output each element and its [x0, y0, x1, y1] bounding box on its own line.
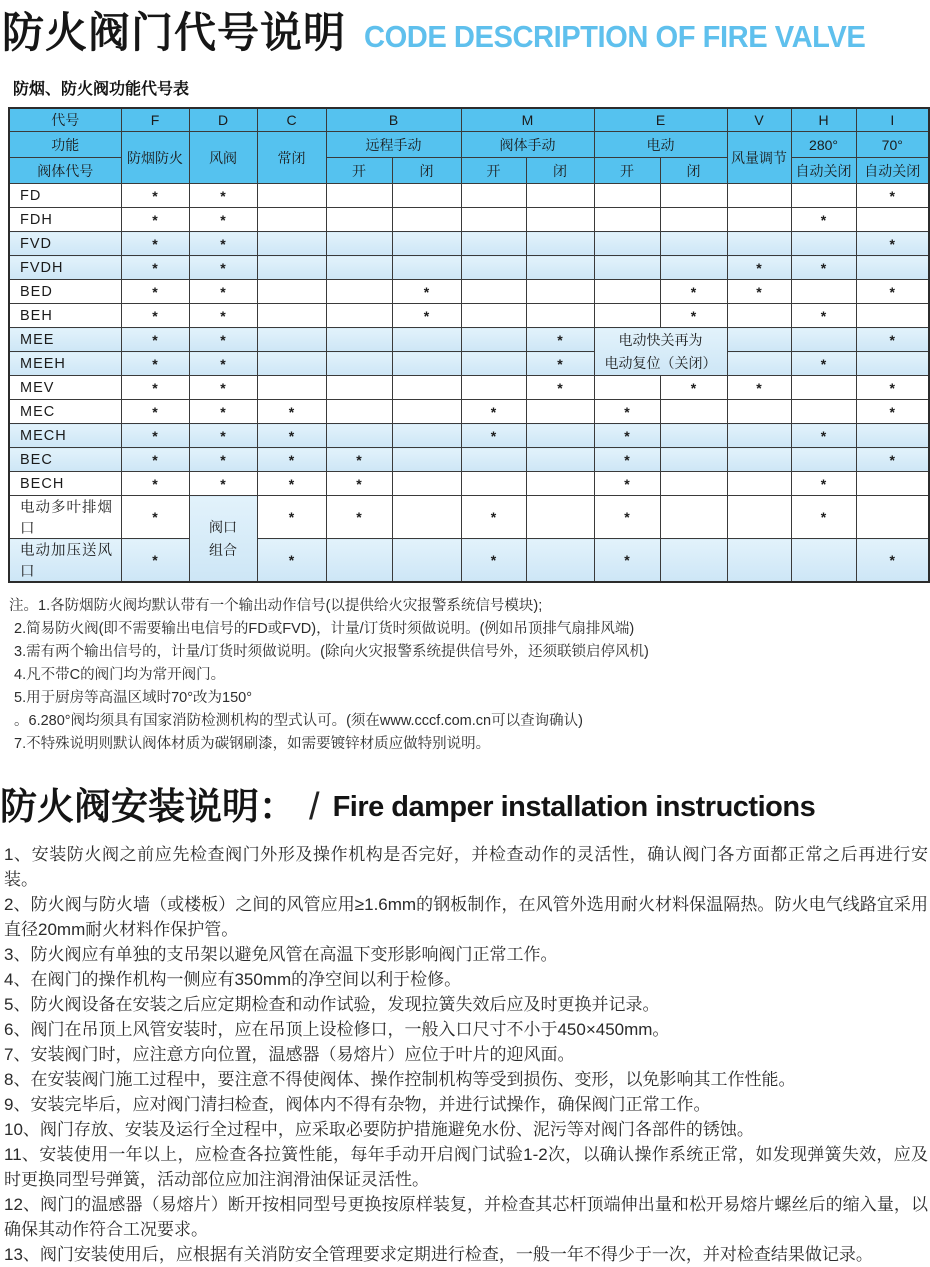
install-title-en: Fire damper installation instructions [332, 790, 816, 823]
cell-FD-E_close [660, 184, 727, 208]
note-line-2: 2.简易防火阀(即不需要输出电信号的FD或FVD)，计量/订货时须做说明。(例如吊顶排气扇排风端) [14, 621, 635, 637]
cell-FVD-D: * [189, 232, 257, 256]
cell-MEEH-H: * [791, 352, 856, 376]
row-label-电动多叶排烟口: 电动多叶排烟口 [9, 496, 121, 539]
cell-电动加压送风口-V [727, 539, 791, 583]
cell-FD-M_open [461, 184, 526, 208]
cell-MEC-E_open: * [594, 400, 660, 424]
sub-H-autoclose: 自动关闭 [791, 158, 856, 184]
cell-电动多叶排烟口-B_close [392, 496, 461, 539]
cell-BECH-D: * [189, 472, 257, 496]
row-label-FVD: FVD [9, 232, 121, 256]
instruction-item-12: 12、阀门的温感器（易熔片）断开按相同型号更换按原样装复，并检查其芯杆顶端伸出量和松开易熔片螺丝后的缩入量，以确保其动作符合工况要求。 [4, 1195, 928, 1239]
cell-电动加压送风口-E_close [660, 539, 727, 583]
cell-MECH-E_open: * [594, 424, 660, 448]
cell-FD-B_open [326, 184, 392, 208]
merged-electric-action-line: 电动复位（关闭） [604, 354, 717, 371]
cell-MEEH-M_close: * [526, 352, 594, 376]
table-row-BEH [9, 304, 929, 328]
cell-BEH-M_close [526, 304, 594, 328]
cell-MECH-D: * [189, 424, 257, 448]
cell-FVDH-I [856, 256, 929, 280]
cell-FVDH-B_open [326, 256, 392, 280]
code-table-head [9, 108, 929, 184]
header-row-functions [9, 132, 929, 158]
cell-MEV-V: * [727, 376, 791, 400]
row-label-MEEH: MEEH [9, 352, 121, 376]
cell-MEC-B_open [326, 400, 392, 424]
cell-BECH-M_open [461, 472, 526, 496]
instruction-item-7: 7、安装阀门时，应注意方向位置，温感器（易熔片）应位于叶片的迎风面。 [4, 1045, 575, 1064]
merged-electric-action-line: 电动快关再为 [618, 331, 703, 348]
title-slash-divider: / [309, 786, 320, 828]
cell-MEE-B_close [392, 328, 461, 352]
row-label-BECH: BECH [9, 472, 121, 496]
cell-FVDH-H: * [791, 256, 856, 280]
cell-MECH-M_close [526, 424, 594, 448]
cell-FVDH-F: * [121, 256, 189, 280]
cell-BECH-F: * [121, 472, 189, 496]
page-title-zh: 防火阀门代号说明 [2, 9, 347, 56]
cell-FDH-F: * [121, 208, 189, 232]
cell-FVD-H [791, 232, 856, 256]
cell-FD-F: * [121, 184, 189, 208]
cell-BEH-F: * [121, 304, 189, 328]
cell-电动加压送风口-C: * [257, 539, 326, 583]
row-label-MEV: MEV [9, 376, 121, 400]
cell-FVDH-C [257, 256, 326, 280]
sub-E-open: 开 [594, 158, 660, 184]
table-row-FVD [9, 232, 929, 256]
cell-BECH-I [856, 472, 929, 496]
cell-MEC-V [727, 400, 791, 424]
cell-BEH-I [856, 304, 929, 328]
cell-BEC-I: * [856, 448, 929, 472]
instruction-item-6: 6、阀门在吊顶上风管安装时，应在吊顶上设检修口，一般入口尺寸不小于450×450mm。 [4, 1020, 670, 1039]
table-row-FVDH [9, 256, 929, 280]
page-title-en: CODE DESCRIPTION OF FIRE VALVE [364, 19, 866, 54]
instruction-item-13: 13、阀门安装使用后，应根据有关消防安全管理要求定期进行检查，一般一年不得少于一次，并对检查结果做记录。 [4, 1245, 873, 1264]
sub-I-autoclose: 自动关闭 [856, 158, 929, 184]
cell-BEH-M_open [461, 304, 526, 328]
cell-BEC-C: * [257, 448, 326, 472]
table-row-FDH [9, 208, 929, 232]
cell-BEC-M_open [461, 448, 526, 472]
cell-MECH-E_close [660, 424, 727, 448]
cell-MEE-M_close: * [526, 328, 594, 352]
cell-FD-B_close [392, 184, 461, 208]
note-line-7: 7.不特殊说明则默认阀体材质为碳钢刷漆，如需要镀锌材质应做特别说明。 [14, 736, 491, 752]
cell-BEC-M_close [526, 448, 594, 472]
column-code-C: C [257, 108, 326, 132]
cell-MEC-C: * [257, 400, 326, 424]
cell-MEC-H [791, 400, 856, 424]
cell-FDH-E_close [660, 208, 727, 232]
merged-valve-port-combo-line: 组合 [209, 541, 237, 558]
cell-BEC-D: * [189, 448, 257, 472]
corner-code-label: 代号 [9, 108, 121, 132]
cell-MECH-F: * [121, 424, 189, 448]
instruction-item-3: 3、防火阀应有单独的支吊架以避免风管在高温下变形影响阀门正常工作。 [4, 945, 558, 964]
cell-FDH-D: * [189, 208, 257, 232]
cell-FDH-I [856, 208, 929, 232]
sub-B-close: 闭 [392, 158, 461, 184]
table-row-MEV [9, 376, 929, 400]
header-row-codes [9, 108, 929, 132]
cell-MEC-M_close [526, 400, 594, 424]
function-H-temp: 280° [791, 132, 856, 158]
cell-FVDH-B_close [392, 256, 461, 280]
cell-BEC-F: * [121, 448, 189, 472]
cell-FVD-I: * [856, 232, 929, 256]
cell-FVDH-V: * [727, 256, 791, 280]
cell-电动多叶排烟口-F: * [121, 496, 189, 539]
cell-电动多叶排烟口-M_close [526, 496, 594, 539]
function-E: 电动 [594, 132, 727, 158]
cell-BED-I: * [856, 280, 929, 304]
cell-BED-D: * [189, 280, 257, 304]
cell-FD-E_open [594, 184, 660, 208]
cell-BEH-E_open [594, 304, 660, 328]
cell-BECH-B_open: * [326, 472, 392, 496]
cell-电动多叶排烟口-E_open: * [594, 496, 660, 539]
merged-valve-port-combo-line: 阀口 [209, 518, 237, 535]
instruction-item-2: 2、防火阀与防火墙（或楼板）之间的风管应用≥1.6mm的钢板制作，在风管外选用耐火材料保温隔热。防火电气线路宜采用直径20mm耐火材料作保护管。 [4, 895, 928, 939]
row-label-BEC: BEC [9, 448, 121, 472]
corner-function-label: 功能 [9, 132, 121, 158]
cell-BEC-B_close [392, 448, 461, 472]
cell-MEV-E_close: * [660, 376, 727, 400]
cell-FVDH-M_open [461, 256, 526, 280]
cell-BED-E_open [594, 280, 660, 304]
cell-MEEH-M_open [461, 352, 526, 376]
cell-MEV-E_open [594, 376, 660, 400]
cell-BECH-E_close [660, 472, 727, 496]
cell-FDH-B_open [326, 208, 392, 232]
cell-MEE-D: * [189, 328, 257, 352]
cell-FVD-C [257, 232, 326, 256]
table-row-MECH [9, 424, 929, 448]
cell-BEH-B_open [326, 304, 392, 328]
cell-BEC-V [727, 448, 791, 472]
function-F: 防烟防火 [121, 132, 189, 184]
table-row-MEEH [9, 352, 929, 376]
cell-FD-I: * [856, 184, 929, 208]
cell-MEC-E_close [660, 400, 727, 424]
cell-BECH-B_close [392, 472, 461, 496]
cell-FVD-B_close [392, 232, 461, 256]
cell-电动多叶排烟口-C: * [257, 496, 326, 539]
row-label-FDH: FDH [9, 208, 121, 232]
cell-BEH-C [257, 304, 326, 328]
cell-MEE-I: * [856, 328, 929, 352]
cell-FDH-M_close [526, 208, 594, 232]
instruction-item-1: 1、安装防火阀之前应先检查阀门外形及操作机构是否完好，并检查动作的灵活性，确认阀门各方面都正常之后再进行安装。 [4, 845, 928, 889]
merged-electric-action-cell [594, 328, 727, 376]
cell-FVD-E_open [594, 232, 660, 256]
cell-电动加压送风口-H [791, 539, 856, 583]
cell-MEV-C [257, 376, 326, 400]
function-B: 远程手动 [326, 132, 461, 158]
cell-BEH-E_close: * [660, 304, 727, 328]
cell-FVD-M_open [461, 232, 526, 256]
cell-电动多叶排烟口-M_open: * [461, 496, 526, 539]
notes-section [9, 595, 930, 756]
cell-FD-D: * [189, 184, 257, 208]
function-D: 风阀 [189, 132, 257, 184]
row-label-MEC: MEC [9, 400, 121, 424]
cell-FDH-B_close [392, 208, 461, 232]
cell-MEEH-F: * [121, 352, 189, 376]
cell-电动加压送风口-B_close [392, 539, 461, 583]
table-row-BED [9, 280, 929, 304]
cell-BED-B_close: * [392, 280, 461, 304]
column-code-H: H [791, 108, 856, 132]
cell-BECH-H: * [791, 472, 856, 496]
cell-BECH-V [727, 472, 791, 496]
cell-MECH-B_close [392, 424, 461, 448]
row-label-BEH: BEH [9, 304, 121, 328]
code-table-body [9, 184, 929, 583]
cell-MEV-M_open [461, 376, 526, 400]
instruction-item-10: 10、阀门存放、安装及运行全过程中，应采取必要防护措施避免水份、泥污等对阀门各部件的锈蚀。 [4, 1120, 754, 1139]
cell-电动多叶排烟口-H: * [791, 496, 856, 539]
cell-BED-M_close [526, 280, 594, 304]
instruction-item-8: 8、在安装阀门施工过程中，要注意不得使阀体、操作控制机构等受到损伤、变形，以免影响其工作性能。 [4, 1070, 796, 1089]
cell-电动多叶排烟口-I [856, 496, 929, 539]
table-row-电动加压送风口 [9, 539, 929, 583]
cell-MEEH-V [727, 352, 791, 376]
merged-valve-port-combo-cell [189, 496, 257, 583]
cell-BECH-C: * [257, 472, 326, 496]
cell-FDH-H: * [791, 208, 856, 232]
cell-BEC-H [791, 448, 856, 472]
install-instructions-list [4, 842, 928, 1267]
cell-FVD-M_close [526, 232, 594, 256]
cell-MEC-M_open: * [461, 400, 526, 424]
cell-BED-M_open [461, 280, 526, 304]
column-code-E: E [594, 108, 727, 132]
cell-BED-H [791, 280, 856, 304]
cell-BED-V: * [727, 280, 791, 304]
instruction-item-5: 5、防火阀设备在安装之后应定期检查和动作试验，发现拉簧失效后应及时更换并记录。 [4, 995, 660, 1014]
cell-MECH-V [727, 424, 791, 448]
cell-MEE-C [257, 328, 326, 352]
cell-BEH-B_close: * [392, 304, 461, 328]
row-label-FD: FD [9, 184, 121, 208]
cell-FVD-F: * [121, 232, 189, 256]
cell-MEC-I: * [856, 400, 929, 424]
fire-valve-code-table [8, 107, 930, 583]
cell-BED-C [257, 280, 326, 304]
column-code-F: F [121, 108, 189, 132]
cell-电动加压送风口-F: * [121, 539, 189, 583]
sub-B-open: 开 [326, 158, 392, 184]
cell-MEV-F: * [121, 376, 189, 400]
cell-MEEH-I [856, 352, 929, 376]
install-section-title [0, 782, 930, 832]
cell-FVDH-E_open [594, 256, 660, 280]
cell-FDH-E_open [594, 208, 660, 232]
cell-MEEH-D: * [189, 352, 257, 376]
cell-BECH-E_open: * [594, 472, 660, 496]
cell-FVD-E_close [660, 232, 727, 256]
row-label-BED: BED [9, 280, 121, 304]
cell-MEC-F: * [121, 400, 189, 424]
cell-BEC-E_close [660, 448, 727, 472]
cell-MEC-B_close [392, 400, 461, 424]
cell-MEV-H [791, 376, 856, 400]
cell-FD-M_close [526, 184, 594, 208]
cell-MEE-H [791, 328, 856, 352]
cell-FVDH-M_close [526, 256, 594, 280]
cell-FD-H [791, 184, 856, 208]
page-title [2, 4, 930, 60]
cell-MEEH-B_close [392, 352, 461, 376]
cell-FDH-V [727, 208, 791, 232]
cell-电动加压送风口-M_open: * [461, 539, 526, 583]
table-caption: 防烟、防火阀功能代号表 [13, 81, 190, 98]
cell-MEC-D: * [189, 400, 257, 424]
cell-BEH-V [727, 304, 791, 328]
table-row-MEE [9, 328, 929, 352]
cell-电动加压送风口-B_open [326, 539, 392, 583]
cell-BEH-D: * [189, 304, 257, 328]
cell-电动多叶排烟口-E_close [660, 496, 727, 539]
cell-MEV-D: * [189, 376, 257, 400]
column-code-M: M [461, 108, 594, 132]
function-C: 常闭 [257, 132, 326, 184]
cell-FVDH-D: * [189, 256, 257, 280]
row-label-MEE: MEE [9, 328, 121, 352]
cell-FDH-C [257, 208, 326, 232]
cell-BED-F: * [121, 280, 189, 304]
row-label-MECH: MECH [9, 424, 121, 448]
cell-MEE-M_open [461, 328, 526, 352]
cell-BED-B_open [326, 280, 392, 304]
cell-电动多叶排烟口-V [727, 496, 791, 539]
function-V: 风量调节 [727, 132, 791, 184]
table-row-MEC [9, 400, 929, 424]
note-line-6: 。6.280°阀均须具有国家消防检测机构的型式认可。(须在www.cccf.com.cn可以查询确认) [14, 713, 583, 729]
cell-MECH-M_open: * [461, 424, 526, 448]
function-M: 阀体手动 [461, 132, 594, 158]
sub-M-close: 闭 [526, 158, 594, 184]
sub-M-open: 开 [461, 158, 526, 184]
column-code-I: I [856, 108, 929, 132]
cell-MEV-M_close: * [526, 376, 594, 400]
cell-BEC-B_open: * [326, 448, 392, 472]
cell-MEEH-C [257, 352, 326, 376]
cell-电动加压送风口-E_open: * [594, 539, 660, 583]
cell-MEV-B_open [326, 376, 392, 400]
cell-电动加压送风口-M_close [526, 539, 594, 583]
row-label-FVDH: FVDH [9, 256, 121, 280]
cell-MEE-F: * [121, 328, 189, 352]
column-code-V: V [727, 108, 791, 132]
install-title-zh: 防火阀安装说明： [0, 786, 296, 827]
instruction-item-11: 11、安装使用一年以上，应检查各拉簧性能，每年手动开启阀门试验1-2次，以确认操作系统正常，如发现弹簧失效，应及时更换同型号弹簧，活动部位应加注润滑油保证灵活性。 [4, 1145, 928, 1189]
instruction-item-9: 9、安装完毕后，应对阀门清扫检查，阀体内不得有杂物，并进行试操作，确保阀门正常工作。 [4, 1095, 711, 1114]
note-line-1: 注。1.各防烟防火阀均默认带有一个输出动作信号(以提供给火灾报警系统信号模块); [9, 598, 543, 614]
cell-MEEH-B_open [326, 352, 392, 376]
instruction-item-4: 4、在阀门的操作机构一侧应有350mm的净空间以利于检修。 [4, 970, 462, 989]
function-I-temp: 70° [856, 132, 929, 158]
corner-valve-code-label: 阀体代号 [9, 158, 121, 184]
table-row-BECH [9, 472, 929, 496]
cell-FD-C [257, 184, 326, 208]
cell-MECH-B_open [326, 424, 392, 448]
cell-电动加压送风口-I: * [856, 539, 929, 583]
cell-BECH-M_close [526, 472, 594, 496]
note-line-5: 5.用于厨房等高温区域时70°改为150° [14, 690, 253, 706]
cell-MEV-B_close [392, 376, 461, 400]
note-line-4: 4.凡不带C的阀门均为常开阀门。 [14, 667, 226, 683]
table-row-FD [9, 184, 929, 208]
cell-FDH-M_open [461, 208, 526, 232]
table-row-电动多叶排烟口 [9, 496, 929, 539]
cell-FVDH-E_close [660, 256, 727, 280]
cell-FVD-V [727, 232, 791, 256]
cell-FVD-B_open [326, 232, 392, 256]
cell-BED-E_close: * [660, 280, 727, 304]
cell-BEC-E_open: * [594, 448, 660, 472]
cell-FD-V [727, 184, 791, 208]
cell-MECH-I [856, 424, 929, 448]
cell-电动多叶排烟口-B_open: * [326, 496, 392, 539]
table-row-BEC [9, 448, 929, 472]
cell-MEV-I: * [856, 376, 929, 400]
cell-MECH-H: * [791, 424, 856, 448]
column-code-B: B [326, 108, 461, 132]
cell-MEE-V [727, 328, 791, 352]
note-line-3: 3.需有两个输出信号的，计量/订货时须做说明。(除向火灾报警系统提供信号外，还须联锁启停风机) [14, 644, 649, 660]
column-code-D: D [189, 108, 257, 132]
cell-BEH-H: * [791, 304, 856, 328]
sub-E-close: 闭 [660, 158, 727, 184]
row-label-电动加压送风口: 电动加压送风口 [9, 539, 121, 583]
cell-MECH-C: * [257, 424, 326, 448]
cell-MEE-B_open [326, 328, 392, 352]
